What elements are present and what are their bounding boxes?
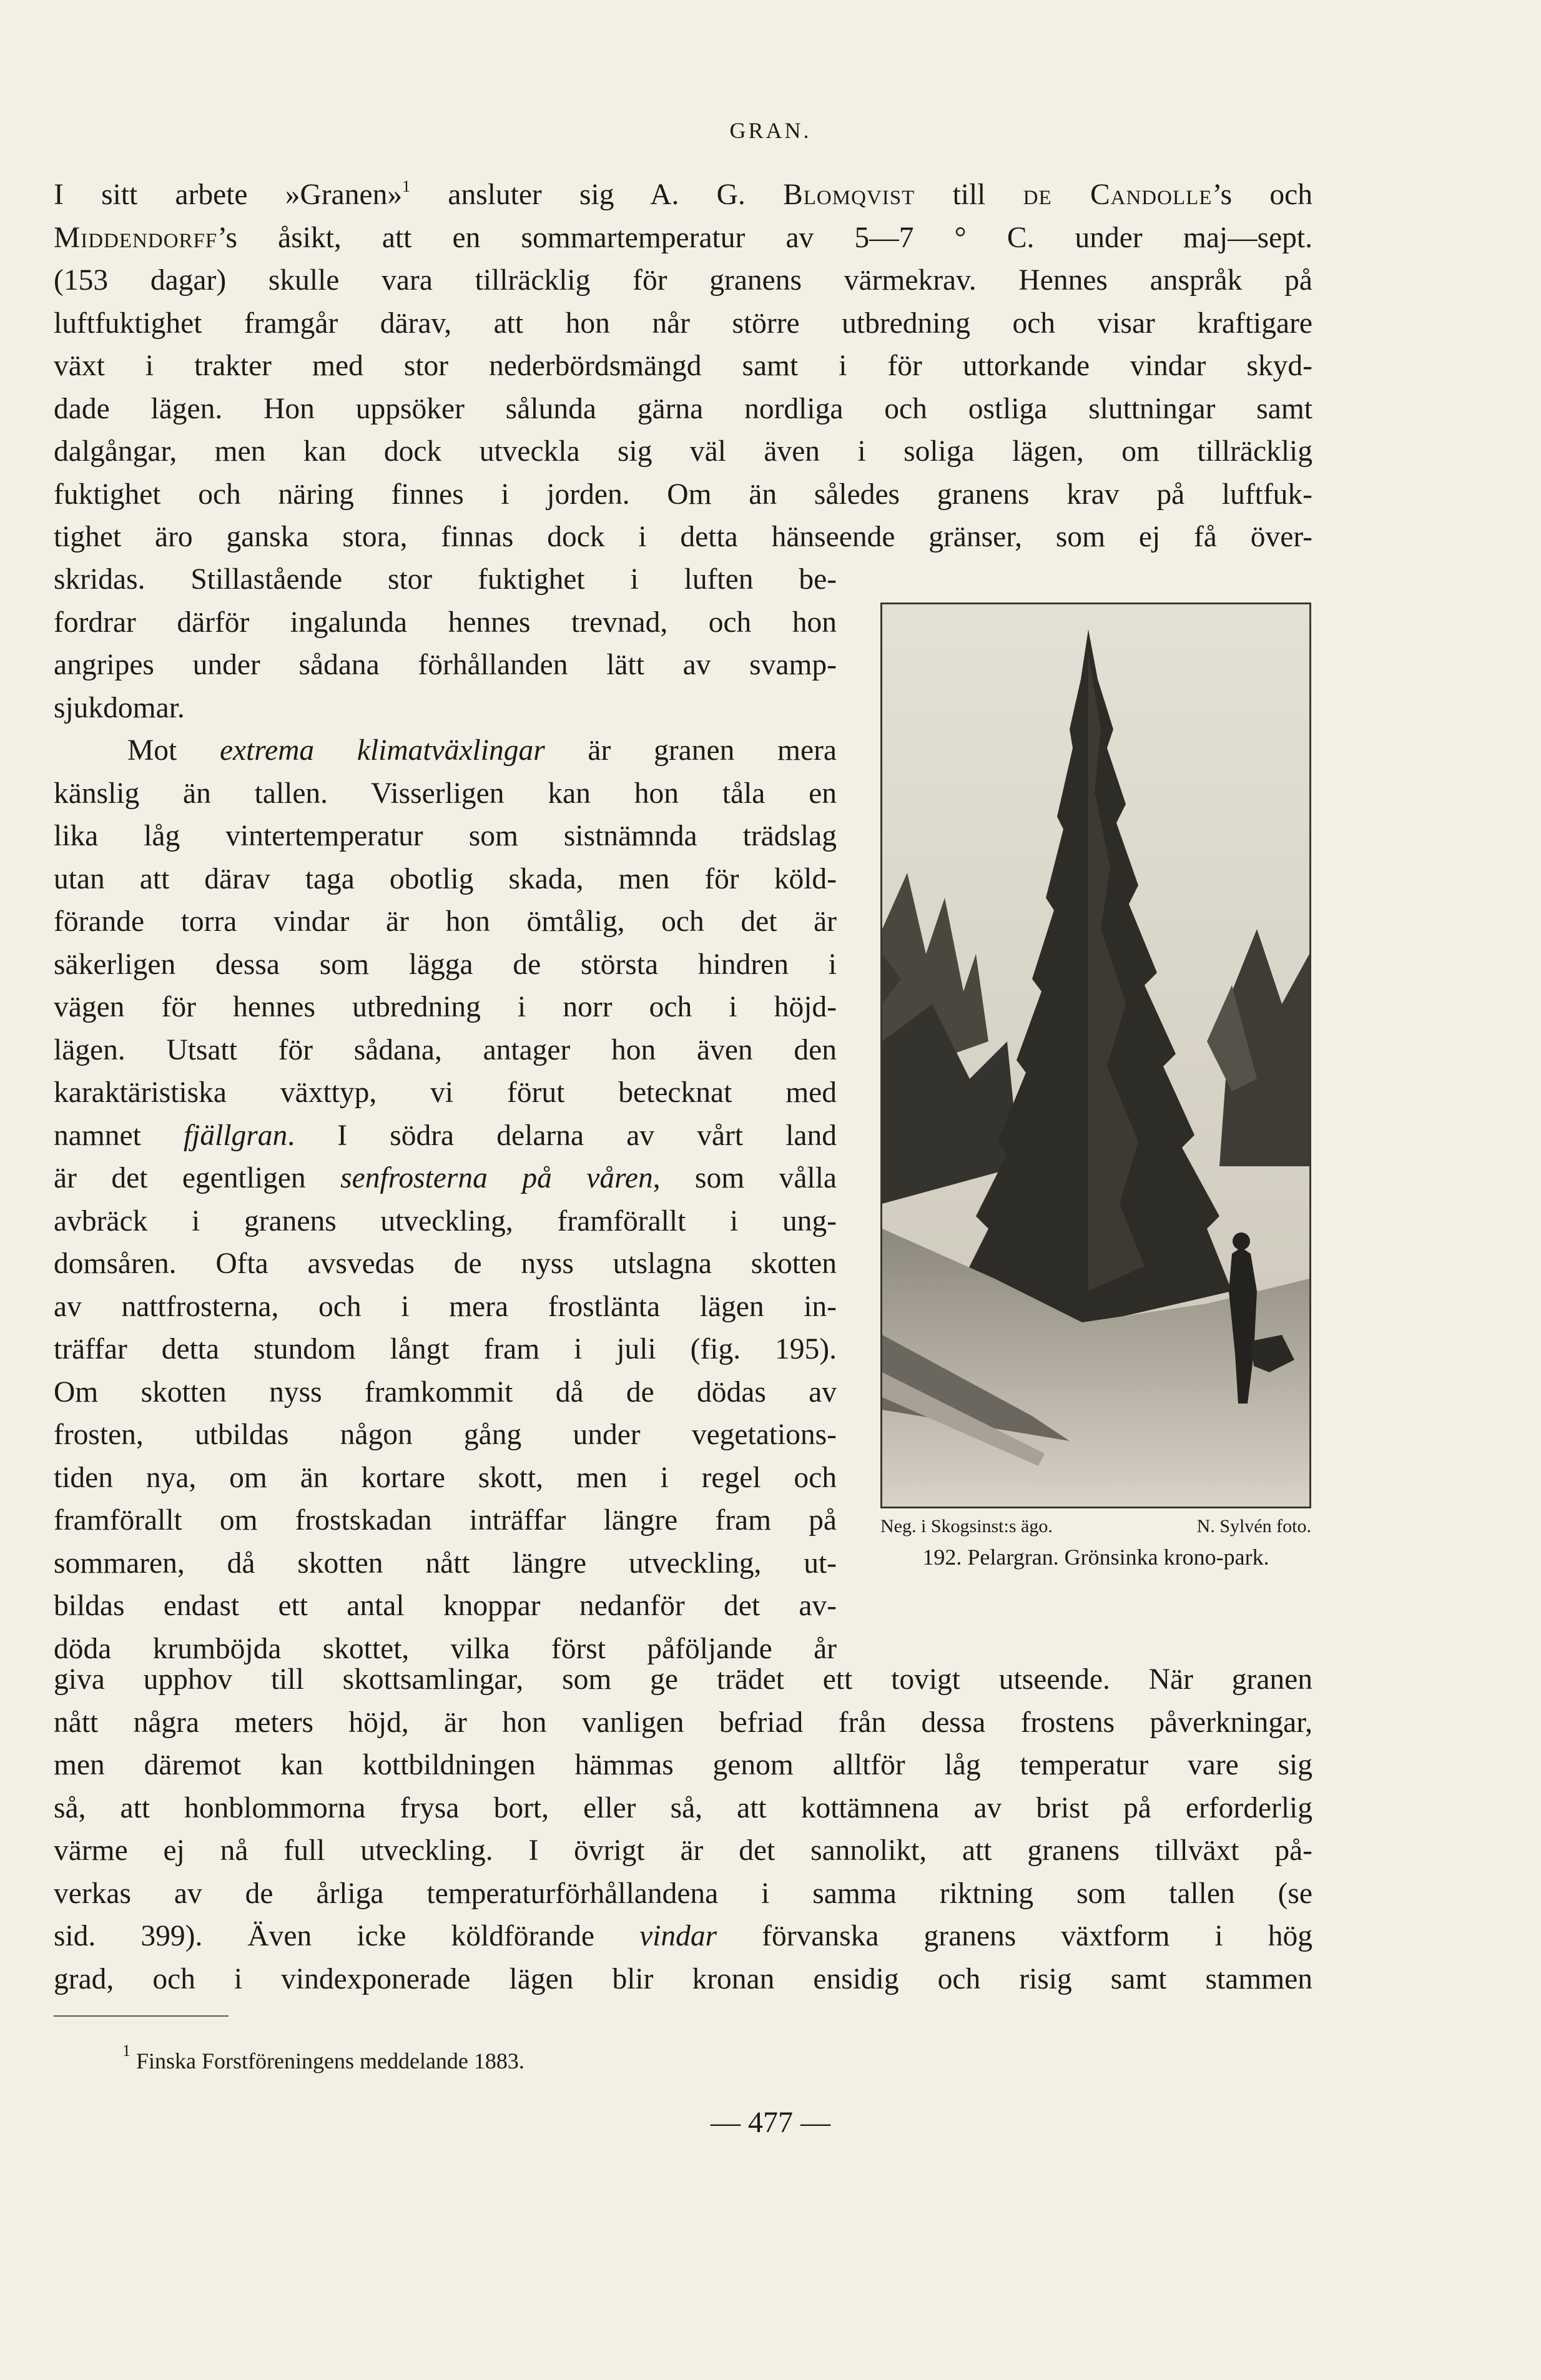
text-line: fuktighet och näring finnes i jorden. Om än således granens krav på luftfuk-: [54, 478, 1312, 511]
footnote-marker: 1: [122, 2042, 130, 2060]
text-line: så, att honblommorna frysa bort, eller så, att kottämnena av brist på erforderlig: [54, 1791, 1312, 1824]
text-line: namnet fjällgran. I södra delarna av vårt land: [54, 1119, 837, 1152]
text-line: vägen för hennes utbredning i norr och i höjd-: [54, 991, 837, 1023]
text-line: skridas. Stillastående stor fuktighet i luften be-: [54, 563, 837, 596]
text-line: luftfuktighet framgår därav, att hon når större utbredning och visar kraftigare: [54, 307, 1312, 340]
spruce-photograph: [880, 602, 1311, 1508]
text-line: (153 dagar) skulle vara tillräcklig för granens värmekrav. Hennes anspråk på: [54, 264, 1312, 297]
text-line: tiden nya, om än kortare skott, men i regel och: [54, 1461, 837, 1494]
footnote: [122, 2042, 524, 2074]
text-line: grad, och i vindexponerade lägen blir kronan ensidig och risig samt stammen: [54, 1962, 1312, 1995]
footnote-ref: 1: [402, 177, 411, 195]
text-line: dade lägen. Hon uppsöker sålunda gärna nordliga och ostliga sluttningar samt: [54, 392, 1312, 425]
text-line: karaktäristiska växttyp, vi förut betecknat med: [54, 1076, 837, 1109]
text-line: verkas av de årliga temperaturförhållandena i samma riktning som tallen (se: [54, 1877, 1312, 1910]
text-line: känslig än tallen. Visserligen kan hon tåla en: [54, 777, 837, 810]
text-line: domsåren. Ofta avsvedas de nyss utslagna skotten: [54, 1247, 837, 1280]
text-line: lägen. Utsatt för sådana, antager hon även den: [54, 1033, 837, 1066]
body-text-top: [54, 174, 1312, 559]
text-line: nått några meters höjd, är hon vanligen befriad från dessa frostens påverkningar,: [54, 1706, 1312, 1739]
footnote-text: Finska Forstföreningens meddelande 1883.: [136, 2048, 524, 2073]
text-line: angripes under sådana förhållanden lätt av svamp-: [54, 649, 837, 681]
text-line: lika låg vintertemperatur som sistnämnda trädslag: [54, 820, 837, 852]
text-line: döda krumböjda skottet, vilka först påföljande år: [54, 1632, 837, 1665]
body-text-narrow: [54, 558, 837, 1670]
text-line: men däremot kan kottbildningen hämmas genom alltför låg temperatur vare sig: [54, 1749, 1312, 1781]
text-line: frosten, utbildas någon gång under vegetations-: [54, 1419, 837, 1451]
negative-credit: Neg. i Skogsinst:s ägo.: [880, 1516, 1053, 1537]
text-line: säkerligen dessa som lägga de största hindren i: [54, 948, 837, 981]
text-line: avbräck i granens utveckling, framförallt i ung-: [54, 1204, 837, 1237]
photographer-credit: N. Sylvén foto.: [1196, 1516, 1311, 1537]
text-line: bildas endast ett antal knoppar nedanför det av-: [54, 1590, 837, 1622]
text-line: giva upphov till skottsamlingar, som ge trädet ett tovigt utseende. När granen: [54, 1663, 1312, 1696]
text-line-1: I sitt arbete »Granen»$^1$ ansluter sig A. G. Blomqvist till de Candolle’s och: [54, 177, 1312, 211]
running-head: GRAN.: [729, 118, 812, 143]
body-text-bottom: [54, 1658, 1312, 2000]
figure-caption: 192. Pelargran. Grönsinka krono-park.: [922, 1545, 1269, 1570]
text-line: värme ej nå full utveckling. I övrigt är det sannolikt, att granens tillväxt på-: [54, 1834, 1312, 1867]
text-line: är det egentligen senfrosterna på våren, som vålla: [54, 1162, 837, 1194]
text-line: växt i trakter med stor nederbördsmängd samt i för uttorkande vindar skyd-: [54, 350, 1312, 382]
text-line: sjukdomar.: [54, 691, 185, 724]
text-line: tighet äro ganska stora, finnas dock i detta hänseende gränser, som ej få över-: [54, 521, 1312, 553]
text-line: förande torra vindar är hon ömtålig, och det är: [54, 905, 837, 938]
page-number: — 477 —: [711, 2106, 830, 2139]
spruce-tree-image: [882, 604, 1309, 1507]
photo-credit: [880, 1516, 1311, 1537]
text-line: av nattfrosterna, och i mera frostlänta lägen in-: [54, 1290, 837, 1323]
text-line: Om skotten nyss framkommit då de dödas av: [54, 1375, 837, 1409]
text-line: träffar detta stundom långt fram i juli (fig. 195).: [54, 1333, 837, 1365]
text-line: sommaren, då skotten nått längre utveckling, ut-: [54, 1547, 837, 1580]
text-line: sid. 399). Även icke köldförande vindar förvanska granens växtform i hög: [54, 1920, 1312, 1952]
text-line: utan att därav taga obotlig skada, men för köld-: [54, 862, 837, 895]
text-line: Mot extrema klimatväxlingar är granen mera: [127, 734, 837, 767]
text-line-2: Middendorff’s åsikt, att en sommartemperatur av 5—7 ° C. under maj—sept.: [54, 221, 1312, 254]
text-line: framförallt om frostskadan inträffar längre fram på: [54, 1504, 837, 1537]
footnote-divider: [54, 2015, 229, 2017]
text-line: dalgångar, men kan dock utveckla sig väl även i soliga lägen, om tillräcklig: [54, 435, 1312, 468]
text-line: fordrar därför ingalunda hennes trevnad, och hon: [54, 606, 837, 639]
